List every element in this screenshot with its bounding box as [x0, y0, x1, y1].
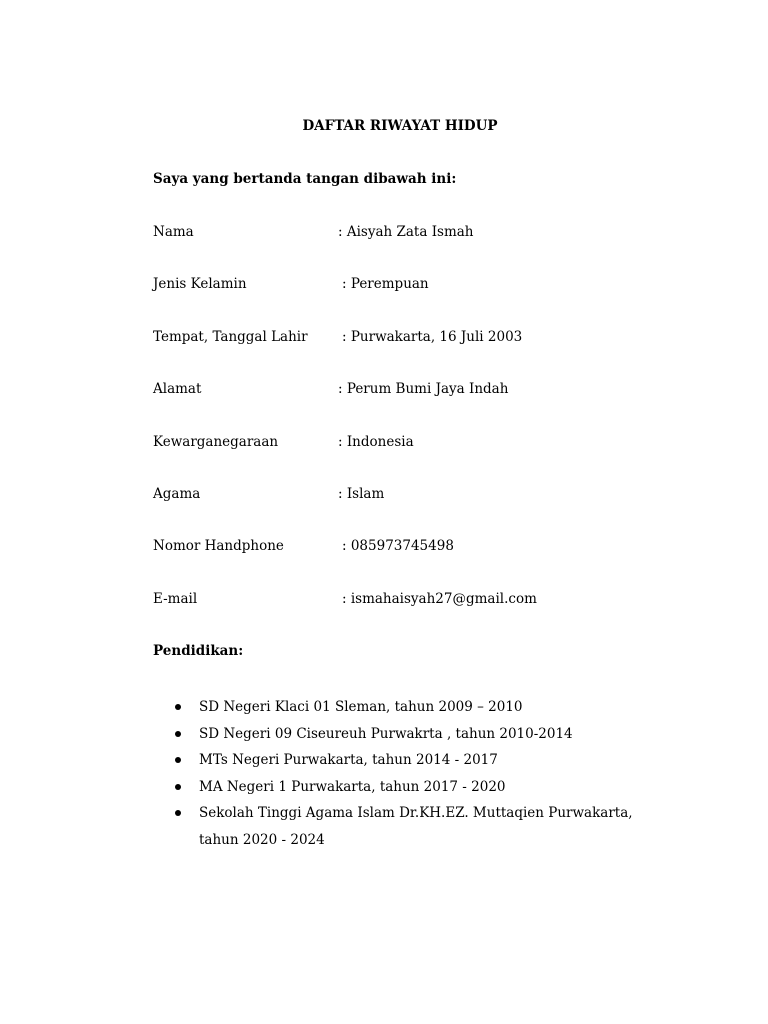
bullet-icon	[175, 810, 181, 816]
field-value: : Indonesia	[338, 434, 414, 450]
bullet-icon	[175, 757, 181, 763]
education-entry: Sekolah Tinggi Agama Islam Dr.KH.EZ. Muttaqien Purwakarta, tahun 2020 - 2024	[199, 805, 633, 848]
intro-text: Saya yang bertanda tangan dibawah ini:	[153, 171, 457, 187]
field-label: Agama	[153, 486, 201, 502]
bullet-icon	[175, 784, 181, 790]
bullet-icon	[175, 704, 181, 710]
education-list	[175, 694, 675, 853]
field-row-alamat	[153, 381, 713, 401]
list-item	[175, 721, 675, 748]
field-label: Jenis Kelamin	[153, 276, 247, 292]
list-item	[175, 800, 675, 853]
education-entry: MTs Negeri Purwakarta, tahun 2014 - 2017	[199, 752, 498, 768]
education-heading: Pendidikan:	[153, 643, 244, 659]
field-label: Kewarganegaraan	[153, 434, 279, 450]
field-row-jenis-kelamin	[153, 276, 713, 296]
field-value: : Aisyah Zata Ismah	[338, 224, 474, 240]
list-item	[175, 774, 675, 801]
field-value: : Perum Bumi Jaya Indah	[338, 381, 509, 397]
bullet-icon	[175, 731, 181, 737]
field-value: : Purwakarta, 16 Juli 2003	[342, 329, 523, 345]
education-entry: SD Negeri Klaci 01 Sleman, tahun 2009 – 2010	[199, 699, 523, 715]
field-value: : 085973745498	[342, 538, 454, 554]
list-item	[175, 694, 675, 721]
education-entry: SD Negeri 09 Ciseureuh Purwakrta , tahun 2010-2014	[199, 725, 573, 742]
field-row-agama	[153, 486, 713, 506]
field-label: Nomor Handphone	[153, 538, 284, 554]
education-entry: MA Negeri 1 Purwakarta, tahun 2017 - 2020	[199, 778, 506, 795]
field-row-tempat-tanggal-lahir	[153, 329, 713, 349]
field-row-kewarganegaraan	[153, 434, 713, 454]
field-row-email	[153, 591, 713, 611]
field-label: E-mail	[153, 591, 198, 607]
list-item	[175, 747, 675, 774]
field-value: : ismahaisyah27@gmail.com	[342, 591, 537, 607]
field-value: : Perempuan	[342, 276, 429, 292]
field-label: Alamat	[153, 381, 202, 397]
document-title: DAFTAR RIWAYAT HIDUP	[302, 118, 498, 134]
field-label: Tempat, Tanggal Lahir	[153, 329, 308, 345]
field-row-nomor-handphone	[153, 538, 713, 558]
field-value: : Islam	[338, 486, 385, 502]
field-label: Nama	[153, 224, 194, 240]
field-row-nama	[153, 224, 713, 244]
